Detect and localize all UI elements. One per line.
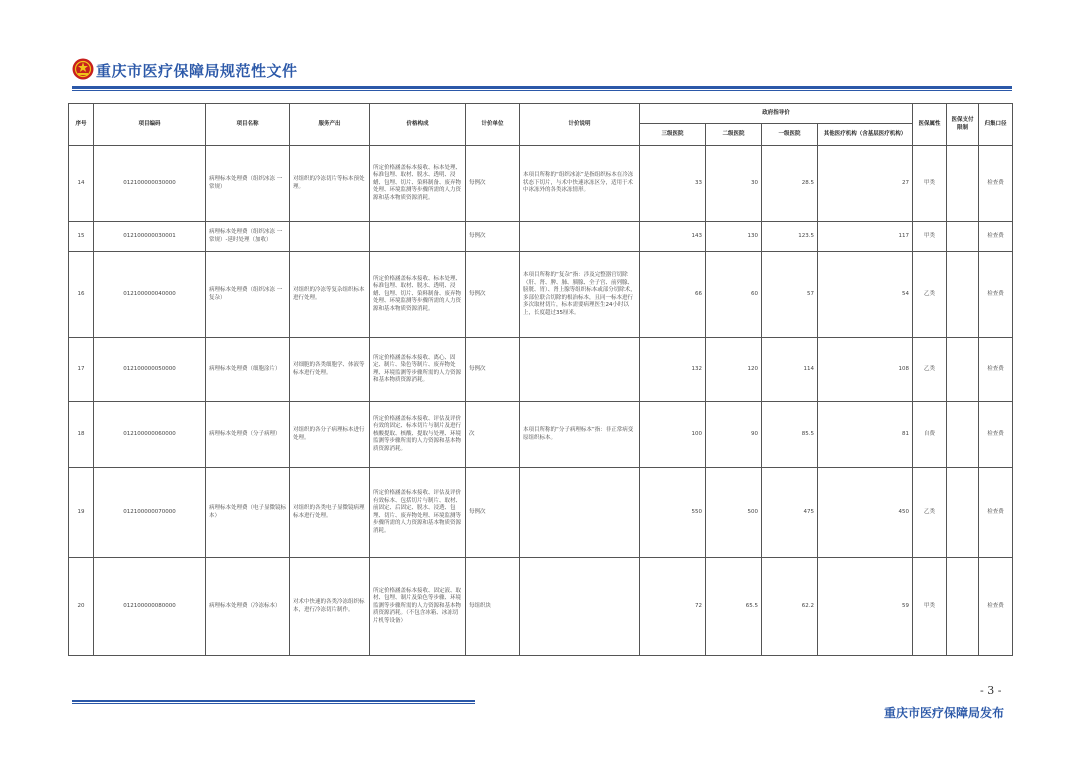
table-row: [69, 252, 1013, 338]
table-body: [69, 146, 1013, 656]
cell-unit: 每例次: [466, 222, 520, 252]
cell-note: 本项目所称的“组织冰冻”是指组织标本在冷冻状态下切片，与术中快速冰冻区分，适用于术中冰冻外的各类冰冻情形。: [520, 146, 640, 222]
cell-code: 012100000070000: [94, 468, 206, 558]
cell-composition: 所定价格涵盖标本接收、标本处理、标准包埋、取材、脱水、透明、浸蜡、包埋、切片、染料制备、废弃物处理、环境监测等步骤所需的人力资源和基本物质资源消耗。: [370, 146, 466, 222]
cell-unit: 每例次: [466, 468, 520, 558]
cell-insurance-limit: [947, 558, 979, 656]
cell-insurance-attr: 乙类: [913, 338, 947, 402]
cell-tier1: 62.2: [762, 558, 818, 656]
header-name: 项目名称: [206, 104, 290, 146]
header-tier3: 三级医院: [640, 124, 706, 146]
cell-tier1: 85.5: [762, 402, 818, 468]
header-tier2: 二级医院: [706, 124, 762, 146]
cell-seq: 14: [69, 146, 94, 222]
cell-tier1: 57: [762, 252, 818, 338]
header-insurance-limit: 医保支付限制: [947, 104, 979, 146]
header-note: 计价说明: [520, 104, 640, 146]
cell-composition: 所定价格涵盖标本接收、评估及评价有效的固定、标本切片与制片及进行核酸提取、核酸、提取与处理、环境监测等步骤所需的人力资源和基本物质资源消耗。: [370, 402, 466, 468]
document-title: 重庆市医疗保障局规范性文件: [96, 62, 298, 80]
cell-unit: 每例次: [466, 146, 520, 222]
cell-tier2: 60: [706, 252, 762, 338]
cell-tier3: 100: [640, 402, 706, 468]
cell-tier1: 114: [762, 338, 818, 402]
cell-name: 病理标本处理费（冷冻标本）: [206, 558, 290, 656]
cell-tier1: 28.5: [762, 146, 818, 222]
cell-insurance-limit: [947, 402, 979, 468]
cell-composition: 所定价格涵盖标本接收、固定液、取材、包埋、制片及染色等步骤、环境监测等步骤所需的人力资源和基本物质资源消耗。（不包含冰箱、冰冻切片机等设备）: [370, 558, 466, 656]
cell-code: 012100000040000: [94, 252, 206, 338]
cell-category: 检查费: [979, 222, 1013, 252]
cell-code: 012100000030000: [94, 146, 206, 222]
cell-other: 59: [818, 558, 913, 656]
cell-category: 检查费: [979, 338, 1013, 402]
header-tier1: 一级医院: [762, 124, 818, 146]
cell-insurance-limit: [947, 468, 979, 558]
cell-insurance-attr: 乙类: [913, 468, 947, 558]
cell-output: [290, 222, 370, 252]
cell-output: 对术中快速的各类冷冻组织标本，进行冷冻切片制作。: [290, 558, 370, 656]
cell-unit: 每组织块: [466, 558, 520, 656]
table-row: [69, 222, 1013, 252]
cell-tier2: 30: [706, 146, 762, 222]
cell-name: 病理标本处理费（电子显微镜标本）: [206, 468, 290, 558]
cell-composition: [370, 222, 466, 252]
cell-insurance-attr: 甲类: [913, 558, 947, 656]
cell-seq: 16: [69, 252, 94, 338]
cell-category: 检查费: [979, 558, 1013, 656]
table-row: [69, 146, 1013, 222]
cell-composition: 所定价格涵盖标本接收、标本处理、标准包埋、取材、脱水、透明、浸蜡、包埋、切片、染料制备、废弃物处理、环境监测等步骤所需的人力资源和基本物质资源消耗。: [370, 252, 466, 338]
cell-category: 检查费: [979, 402, 1013, 468]
cell-other: 450: [818, 468, 913, 558]
header-rule-thin: [72, 90, 1012, 91]
cell-code: 012100000050000: [94, 338, 206, 402]
cell-seq: 18: [69, 402, 94, 468]
header-gov-price: 政府指导价: [640, 104, 913, 124]
header-output: 服务产出: [290, 104, 370, 146]
cell-output: 对细胞的各类细胞学、体液等标本进行处理。: [290, 338, 370, 402]
cell-tier1: 475: [762, 468, 818, 558]
cell-other: 27: [818, 146, 913, 222]
cell-name: 病理标本处理费（组织冰冻 一复杂）: [206, 252, 290, 338]
cell-other: 108: [818, 338, 913, 402]
cell-insurance-limit: [947, 338, 979, 402]
cell-tier3: 550: [640, 468, 706, 558]
cell-note: 本项目所称的“分子病理标本”指：非正常病变原组织标本。: [520, 402, 640, 468]
cell-tier2: 90: [706, 402, 762, 468]
cell-unit: 每例次: [466, 338, 520, 402]
cell-insurance-attr: 自费: [913, 402, 947, 468]
cell-seq: 20: [69, 558, 94, 656]
cell-code: 012100000060000: [94, 402, 206, 468]
cell-composition: 所定价格涵盖标本接收、离心、固定、制片、染色等制片、废弃物处理、环境监测等步骤所需的人力资源和基本物质资源消耗。: [370, 338, 466, 402]
cell-tier3: 33: [640, 146, 706, 222]
cell-tier2: 500: [706, 468, 762, 558]
cell-name: 病理标本处理费（细胞涂片）: [206, 338, 290, 402]
header-rule: [72, 86, 1012, 89]
cell-tier3: 143: [640, 222, 706, 252]
cell-name: 病理标本处理费（组织冰冻 一常规）: [206, 146, 290, 222]
cell-category: 检查费: [979, 146, 1013, 222]
cell-name: 病理标本处理费（分子病理）: [206, 402, 290, 468]
cell-tier2: 120: [706, 338, 762, 402]
footer-publisher: 重庆市医疗保障局发布: [884, 706, 1005, 720]
cell-output: 对组织的冷冻等复杂组织标本进行处理。: [290, 252, 370, 338]
cell-note: [520, 222, 640, 252]
footer-rule: [72, 700, 475, 702]
national-emblem-icon: [72, 58, 94, 80]
cell-insurance-limit: [947, 252, 979, 338]
table-row: [69, 468, 1013, 558]
header-insurance-attr: 医保属性: [913, 104, 947, 146]
cell-tier1: 123.5: [762, 222, 818, 252]
header-category: 归集口径: [979, 104, 1013, 146]
table-row: [69, 558, 1013, 656]
cell-unit: 次: [466, 402, 520, 468]
cell-output: 对组织的各分子病理标本进行处理。: [290, 402, 370, 468]
header-other: 其他医疗机构（含基层医疗机构）: [818, 124, 913, 146]
cell-name: 病理标本处理费（组织冰冻 一常规）-延时处理（加收）: [206, 222, 290, 252]
cell-tier3: 72: [640, 558, 706, 656]
cell-insurance-limit: [947, 146, 979, 222]
cell-tier3: 132: [640, 338, 706, 402]
cell-tier3: 66: [640, 252, 706, 338]
cell-tier2: 130: [706, 222, 762, 252]
cell-other: 117: [818, 222, 913, 252]
table-row: [69, 338, 1013, 402]
price-table: [68, 103, 1013, 656]
footer-rule-thin: [72, 703, 475, 704]
cell-category: 检查费: [979, 252, 1013, 338]
cell-note: [520, 338, 640, 402]
cell-note: [520, 468, 640, 558]
cell-code: 012100000030001: [94, 222, 206, 252]
cell-composition: 所定价格涵盖标本接收、评估及评价有效标本、包括切片与制片、取材、前固定、后固定、脱水、浸透、包埋、切片、废弃物处理、环境监测等步骤所需的人力资源和基本物质资源消耗。: [370, 468, 466, 558]
cell-other: 54: [818, 252, 913, 338]
header-code: 项目编码: [94, 104, 206, 146]
cell-seq: 17: [69, 338, 94, 402]
cell-category: 检查费: [979, 468, 1013, 558]
cell-tier2: 65.5: [706, 558, 762, 656]
cell-code: 012100000080000: [94, 558, 206, 656]
cell-insurance-limit: [947, 222, 979, 252]
cell-seq: 19: [69, 468, 94, 558]
cell-output: 对组织的各类电子显微镜病理标本进行处理。: [290, 468, 370, 558]
cell-note: 本项目所称的“复杂”指：涉及完整器官切除（肝、肾、脾、肺、胰腺、全子宫、前列腺、膀胱、胃）、肾上腺等组织标本或部分切除术，多部位联合切除的根治标本，且同一标本进行多次取材切片，标本需要病理医生24小时以上，长度超过35厘米。: [520, 252, 640, 338]
cell-other: 81: [818, 402, 913, 468]
cell-note: [520, 558, 640, 656]
document-header: [72, 54, 1012, 88]
page-number: - 3 -: [980, 684, 1002, 697]
cell-insurance-attr: 甲类: [913, 222, 947, 252]
header-seq: 序号: [69, 104, 94, 146]
cell-insurance-attr: 乙类: [913, 252, 947, 338]
table-row: [69, 402, 1013, 468]
cell-output: 对组织的冷冻切片等标本预处理。: [290, 146, 370, 222]
header-composition: 价格构成: [370, 104, 466, 146]
cell-unit: 每例次: [466, 252, 520, 338]
cell-insurance-attr: 甲类: [913, 146, 947, 222]
cell-seq: 15: [69, 222, 94, 252]
header-unit: 计价单位: [466, 104, 520, 146]
